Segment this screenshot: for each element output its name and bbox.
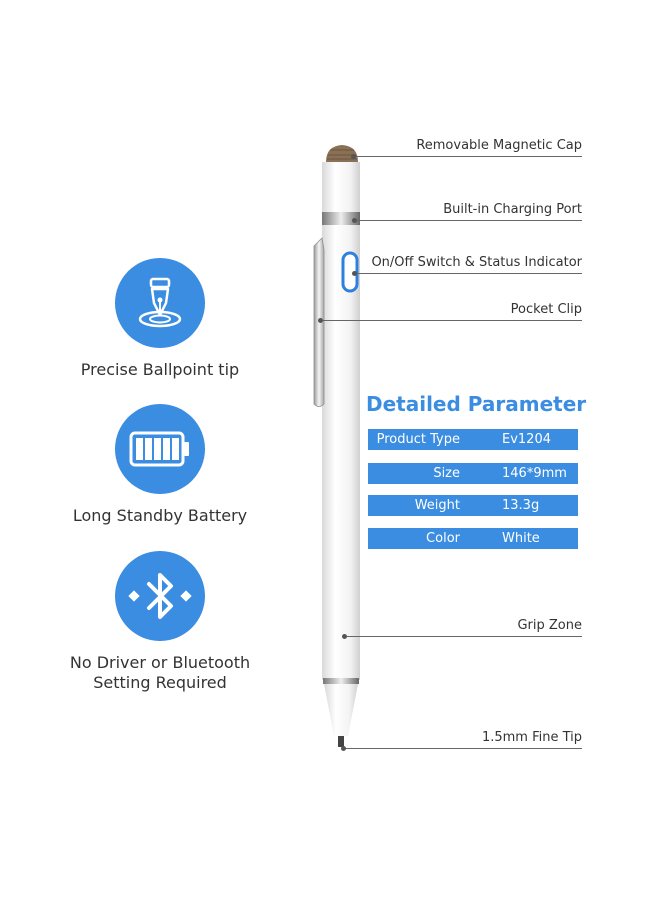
param-row-product-type — [368, 429, 578, 450]
param-key: Color — [426, 531, 460, 546]
param-key: Weight — [414, 498, 460, 513]
bottom-ring — [323, 678, 359, 684]
callout-fine-tip: 1.5mm Fine Tip — [344, 731, 582, 749]
param-row-color — [368, 528, 578, 549]
parameter-title: Detailed Parameter — [366, 392, 587, 416]
param-value: 13.3g — [502, 498, 540, 513]
param-row-size — [368, 463, 578, 484]
param-key: Size — [433, 466, 460, 481]
param-value: Ev1204 — [502, 432, 551, 447]
feature-label: No Driver or Bluetooth Setting Required — [69, 653, 251, 692]
param-value: White — [502, 531, 540, 546]
param-value: 146*9mm — [502, 466, 567, 481]
feature-label: Long Standby Battery — [72, 506, 248, 525]
pen-cone — [324, 684, 358, 736]
callout-magnetic-cap: Removable Magnetic Cap — [354, 139, 582, 157]
callout-grip-zone: Grip Zone — [345, 619, 582, 637]
feature-label: Precise Ballpoint tip — [80, 360, 240, 379]
callout-switch-indicator: On/Off Switch & Status Indicator — [355, 256, 582, 274]
callout-pocket-clip: Pocket Clip — [321, 303, 582, 321]
pen-body — [322, 225, 360, 680]
param-row-weight — [368, 495, 578, 516]
callout-charging-port: Built-in Charging Port — [355, 203, 582, 221]
param-key: Product Type — [376, 432, 460, 447]
